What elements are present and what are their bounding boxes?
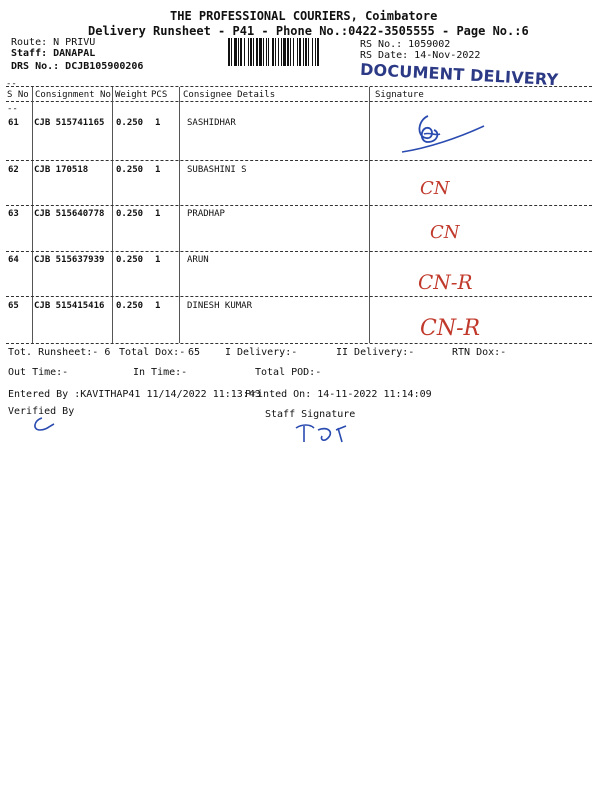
row-divider [6, 296, 592, 297]
row-pcs: 1 [155, 301, 161, 311]
out-time: Out Time:- [8, 367, 69, 378]
col-consignee-header: Consignee Details [183, 90, 276, 100]
table-bottom-divider [6, 343, 592, 344]
handwritten-note: CN-R [420, 316, 481, 341]
row-consignment: CJB 515640778 [34, 209, 105, 219]
barcode [228, 38, 352, 66]
i-delivery: I Delivery:- [225, 347, 298, 358]
col-line [32, 87, 33, 343]
row-consignee: ARUN [187, 255, 209, 265]
row-weight: 0.250 [116, 165, 144, 175]
handwritten-note: CN-R [418, 270, 473, 294]
total-pod: Total POD:- [255, 367, 322, 378]
row-weight: 0.250 [116, 301, 144, 311]
in-time: In Time:- [133, 367, 188, 378]
handwritten-note: CN [430, 222, 460, 243]
row-weight: 0.250 [116, 118, 144, 128]
row-divider [6, 251, 592, 252]
runsheet-title: Delivery Runsheet - P41 - Phone No.:0422-3505555 - Page No.:6 [88, 24, 529, 38]
staff-signature-label: Staff Signature [265, 409, 356, 420]
header-divider-top [6, 86, 592, 87]
row-consignment: CJB 515637939 [34, 255, 105, 265]
row-consignment: CJB 170518 [34, 165, 89, 175]
drs-number: DRS No.: DCJB105900206 [11, 61, 144, 72]
row-consignee: SUBASHINI S [187, 165, 247, 175]
row-sno: 64 [8, 255, 19, 265]
col-pcs-header: PCS [151, 90, 168, 100]
row-pcs: 1 [155, 118, 161, 128]
total-runsheet: Tot. Runsheet:- 6 [8, 347, 111, 358]
header-divider-bottom [6, 101, 592, 102]
row-sno: 65 [8, 301, 19, 311]
verifier-signature [28, 414, 68, 434]
row-consignee: PRADHAP [187, 209, 225, 219]
company-title: THE PROFESSIONAL COURIERS, Coimbatore [170, 9, 438, 23]
document-delivery-stamp: DOCUMENT DELIVERY [359, 59, 559, 90]
row-weight: 0.250 [116, 255, 144, 265]
row-pcs: 1 [155, 255, 161, 265]
stray-mark: -- [7, 104, 18, 114]
row-consignment: CJB 515415416 [34, 301, 105, 311]
route-label: Route: N PRIVU [11, 37, 96, 48]
col-consignment-header: Consignment No [35, 90, 111, 100]
total-dox-value: 65 [188, 347, 201, 358]
ii-delivery: II Delivery:- [336, 347, 415, 358]
staff-label: Staff: DANAPAL [11, 48, 96, 59]
col-line [179, 87, 180, 343]
row-sno: 62 [8, 165, 19, 175]
staff-signature [292, 422, 362, 446]
row-divider [6, 160, 592, 161]
row-consignment: CJB 515741165 [34, 118, 105, 128]
col-signature-header: Signature [375, 90, 424, 100]
col-line [112, 87, 113, 343]
row-divider [6, 205, 592, 206]
row-consignee: SASHIDHAR [187, 118, 236, 128]
row-consignee: DINESH KUMAR [187, 301, 253, 311]
verified-by-label: Verified By [8, 406, 75, 417]
entered-by: Entered By :KAVITHAP41 11/14/2022 11:13:43 [8, 389, 261, 400]
row-sno: 63 [8, 209, 19, 219]
total-dox-label: Total Dox:- [119, 347, 186, 358]
stray-mark: -- [6, 79, 17, 89]
col-weight-header: Weight [115, 90, 148, 100]
row-sno: 61 [8, 118, 19, 128]
row-pcs: 1 [155, 209, 161, 219]
col-line [369, 87, 370, 343]
col-sno-header: S No [7, 90, 29, 100]
handwritten-signature [398, 108, 488, 158]
row-weight: 0.250 [116, 209, 144, 219]
rs-number: RS No.: 1059002 [360, 39, 451, 50]
row-pcs: 1 [155, 165, 161, 175]
rs-date: RS Date: 14-Nov-2022 [360, 50, 481, 61]
rtn-dox: RTN Dox:- [452, 347, 507, 358]
printed-on: Printed On: 14-11-2022 11:14:09 [245, 389, 432, 400]
handwritten-note: CN [420, 178, 450, 199]
